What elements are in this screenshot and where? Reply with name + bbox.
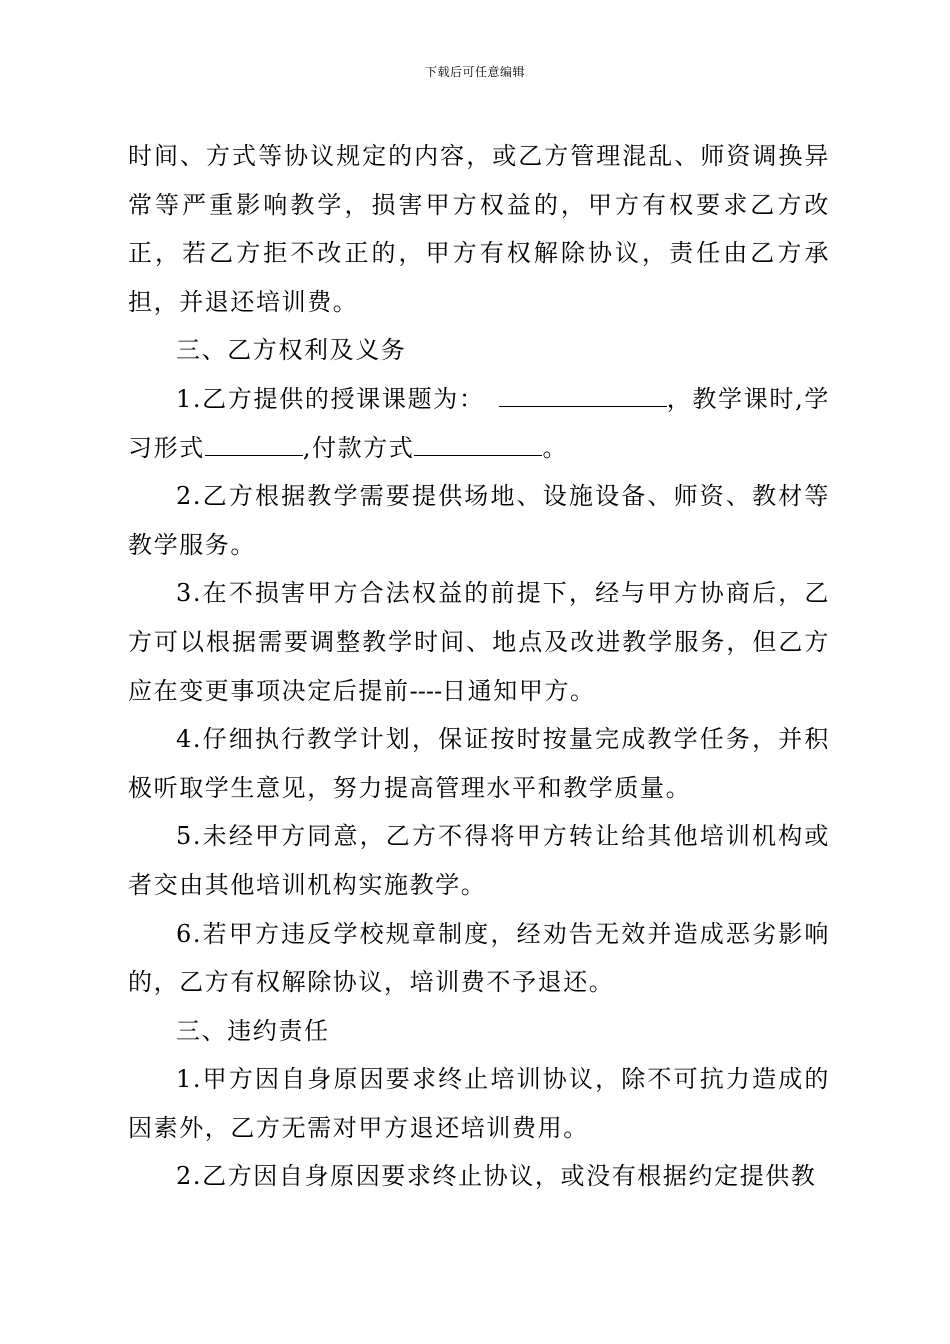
clause-1-text-b: ，教学课时 (666, 384, 796, 413)
notice-days-blank[interactable]: ---- (409, 676, 443, 705)
clause-1-text-a: 1.乙方提供的授课课题为： (176, 384, 485, 413)
breach-clause-2: 2.乙方因自身原因要求终止协议，或没有根据约定提供教 (176, 1162, 817, 1191)
page-header: 下载后可任意编辑 (424, 65, 525, 79)
payment-method-blank[interactable] (414, 433, 542, 456)
clause-1-text-d: ,付款方式 (302, 433, 415, 462)
clause-3-text-a: 3.在不损害甲方合法权益的前提下，经与甲方协商后，乙方可以根据需要调整教学时间、地点及改进教学服务，但乙方应在变更事项决定后提前 (128, 579, 830, 705)
course-topic-blank[interactable] (499, 384, 667, 407)
section-heading-breach: 三、违约责任 (176, 1016, 330, 1045)
clause-3 (128, 569, 830, 715)
clause-5: 5.未经甲方同意，乙方不得将甲方转让给其他培训机构或者交由其他培训机构实施教学。 (128, 822, 830, 899)
paragraph-continuation: 时间、方式等协议规定的内容，或乙方管理混乱、师资调换异常等严重影响教学，损害甲方权益的，甲方有权要求乙方改正，若乙方拒不改正的，甲方有权解除协议，责任由乙方承担，并退还培训费。 (128, 142, 830, 316)
section-heading-party-b-rights: 三、乙方权利及义务 (176, 336, 407, 365)
study-format-blank[interactable] (205, 433, 303, 456)
clause-2: 2.乙方根据教学需要提供场地、设施设备、师资、教材等教学服务。 (128, 482, 830, 559)
clause-4: 4.仔细执行教学计划，保证按时按量完成教学任务，并积极听取学生意见，努力提高管理水平和教学质量。 (128, 725, 830, 802)
clause-3-text-b: 日通知甲方。 (442, 676, 596, 705)
clause-1-course-info (128, 375, 830, 472)
breach-clause-1: 1.甲方因自身原因要求终止培训协议，除不可抗力造成的因素外，乙方无需对甲方退还培训费用。 (128, 1065, 830, 1142)
clause-6: 6.若甲方违反学校规章制度，经劝告无效并造成恶劣影响的，乙方有权解除协议，培训费不予退还。 (128, 919, 830, 997)
document-body (128, 132, 830, 1201)
clause-1-text-e: 。 (542, 433, 569, 462)
clause-1-text-c: ,学习形式 (128, 384, 830, 462)
